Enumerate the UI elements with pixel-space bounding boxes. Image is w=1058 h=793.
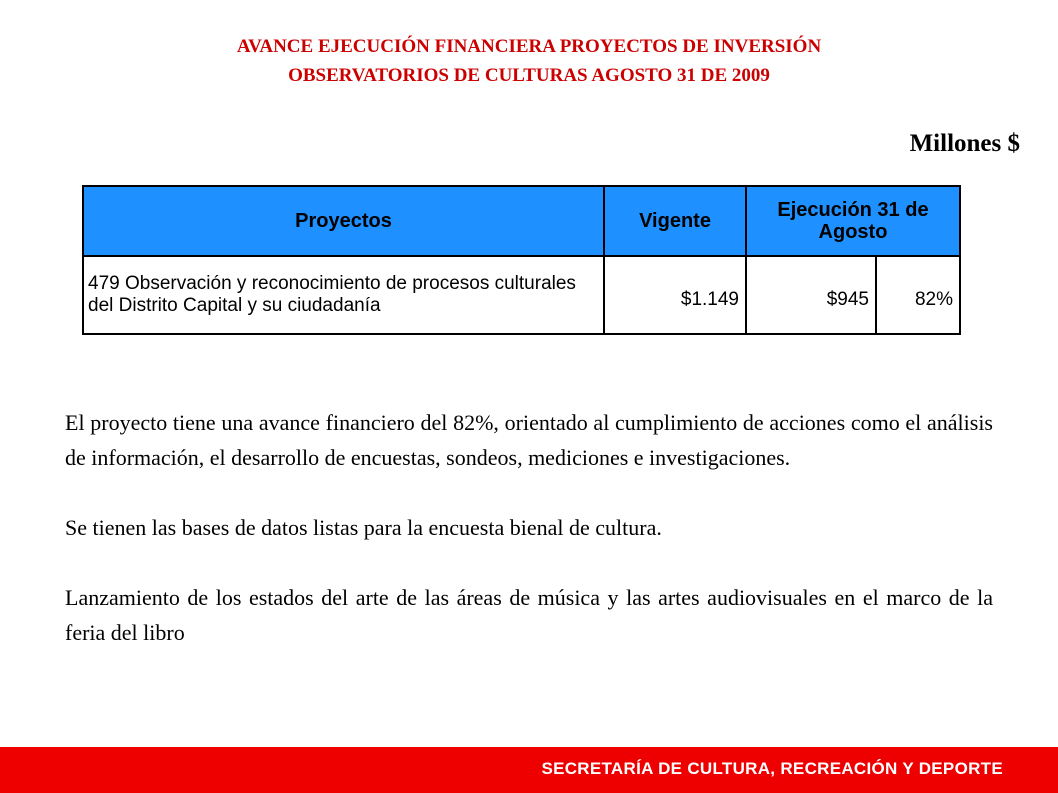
footer-bar bbox=[0, 747, 1058, 793]
title-line-1: AVANCE EJECUCIÓN FINANCIERA PROYECTOS DE INVERSIÓN bbox=[236, 36, 822, 57]
header-projects: Proyectos bbox=[83, 186, 604, 256]
paragraph-databases: Se tienen las bases de datos listas para la encuesta bienal de cultura. bbox=[65, 515, 662, 540]
header-execution: Ejecución 31 de Agosto bbox=[746, 186, 960, 256]
cell-project: 479 Observación y reconocimiento de procesos culturales del Distrito Capital y su ciudadanía bbox=[83, 256, 604, 334]
table-row bbox=[83, 256, 960, 334]
footer-label: SECRETARÍA DE CULTURA, RECREACIÓN Y DEPORTE bbox=[541, 759, 1003, 778]
budget-table bbox=[82, 185, 961, 335]
body-text bbox=[65, 405, 993, 650]
cell-current: $1.149 bbox=[604, 256, 746, 334]
table-header-row bbox=[83, 186, 960, 256]
paragraph-launch: Lanzamiento de los estados del arte de las áreas de música y las artes audiovisuales en el marco de la feria del libro bbox=[65, 585, 993, 645]
title-line-2: OBSERVATORIOS DE CULTURAS AGOSTO 31 DE 2009 bbox=[288, 65, 770, 86]
page-title bbox=[0, 32, 1058, 90]
paragraph-progress: El proyecto tiene una avance financiero del 82%, orientado al cumplimiento de acciones como el análisis de información, el desarrollo de encuestas, sondeos, mediciones e investigaciones. bbox=[65, 410, 993, 470]
cell-executed: $945 bbox=[746, 256, 876, 334]
header-current: Vigente bbox=[604, 186, 746, 256]
cell-percent: 82% bbox=[876, 256, 960, 334]
units-label: Millones $ bbox=[909, 130, 1020, 157]
